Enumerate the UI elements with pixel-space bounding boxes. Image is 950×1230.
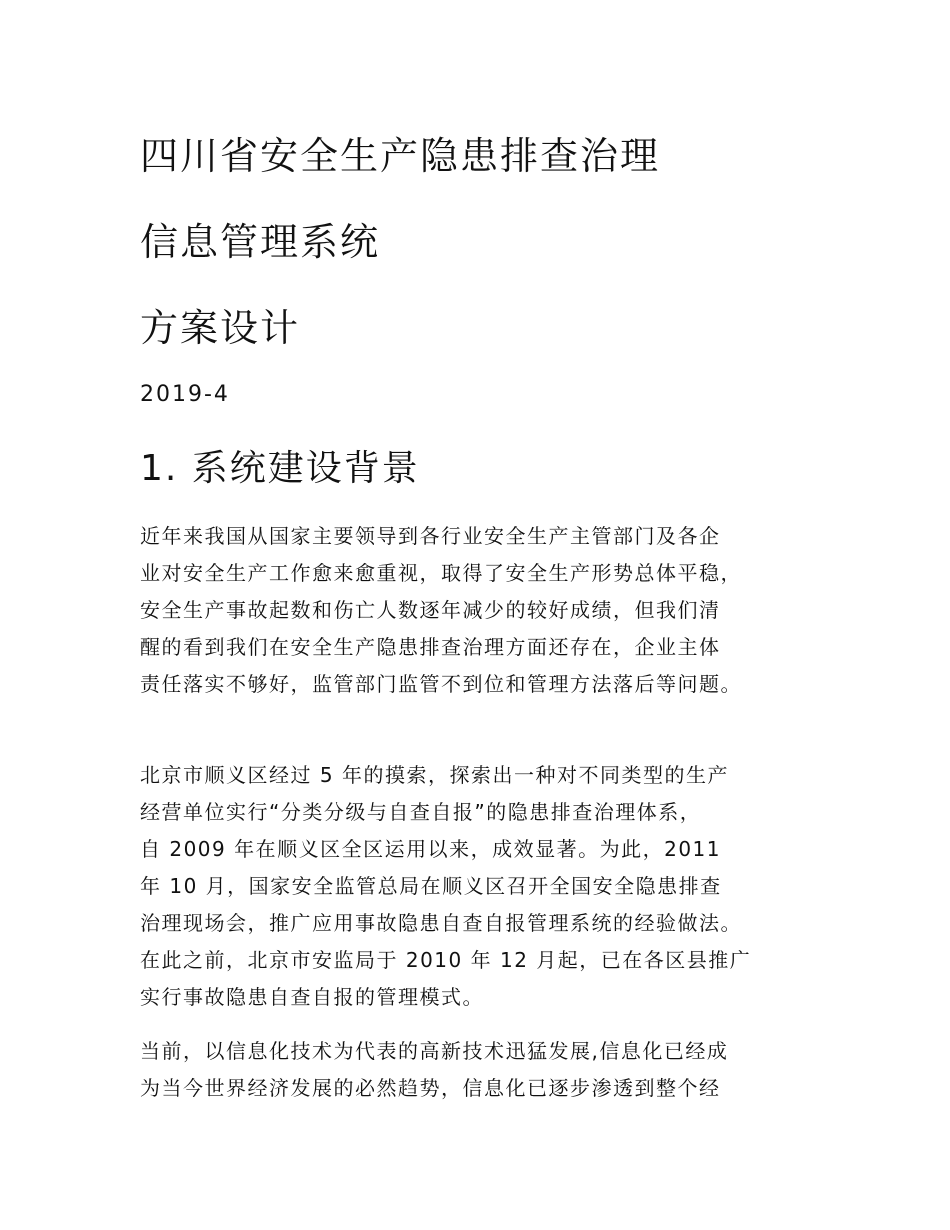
paragraph-line: 经营单位实行“分类分级与自查自报”的隐患排查治理体系，	[140, 800, 702, 824]
paragraph-line: 业对安全生产工作愈来愈重视，取得了安全生产形势总体平稳，	[140, 561, 742, 585]
section-heading: 1. 系统建设背景	[140, 448, 420, 489]
document-title-line-2: 信息管理系统	[140, 220, 381, 264]
paragraph-line: 实行事故隐患自查自报的管理模式。	[140, 985, 484, 1009]
document-title-line-1: 四川省安全生产隐患排查治理	[140, 134, 661, 178]
paragraph-3	[140, 1033, 830, 1107]
paragraph-line: 为当今世界经济发展的必然趋势，信息化已逐步渗透到整个经	[140, 1076, 721, 1100]
paragraph-line: 治理现场会，推广应用事故隐患自查自报管理系统的经验做法。	[140, 911, 742, 935]
document-title-line-3: 方案设计	[140, 306, 301, 350]
paragraph-line: 近年来我国从国家主要领导到各行业安全生产主管部门及各企	[140, 524, 721, 548]
paragraph-line: 自 2009 年在顺义区全区运用以来，成效显著。为此，2011	[140, 837, 722, 861]
paragraph-line: 年 10 月，国家安全监管总局在顺义区召开全国安全隐患排查	[140, 874, 722, 898]
paragraph-2	[140, 757, 830, 1016]
paragraph-line: 北京市顺义区经过 5 年的摸索，探索出一种对不同类型的生产	[140, 763, 729, 787]
paragraph-1	[140, 518, 830, 703]
document-date: 2019-4	[140, 382, 230, 407]
paragraph-line: 在此之前，北京市安监局于 2010 年 12 月起，已在各区县推广	[140, 948, 752, 972]
paragraph-line: 醒的看到我们在安全生产隐患排查治理方面还存在，企业主体	[140, 635, 721, 659]
document-page	[140, 0, 830, 1230]
paragraph-line: 责任落实不够好，监管部门监管不到位和管理方法落后等问题。	[140, 672, 742, 696]
paragraph-line: 安全生产事故起数和伤亡人数逐年减少的较好成绩，但我们清	[140, 598, 721, 622]
paragraph-line: 当前，以信息化技术为代表的高新技术迅猛发展,信息化已经成	[140, 1039, 729, 1063]
